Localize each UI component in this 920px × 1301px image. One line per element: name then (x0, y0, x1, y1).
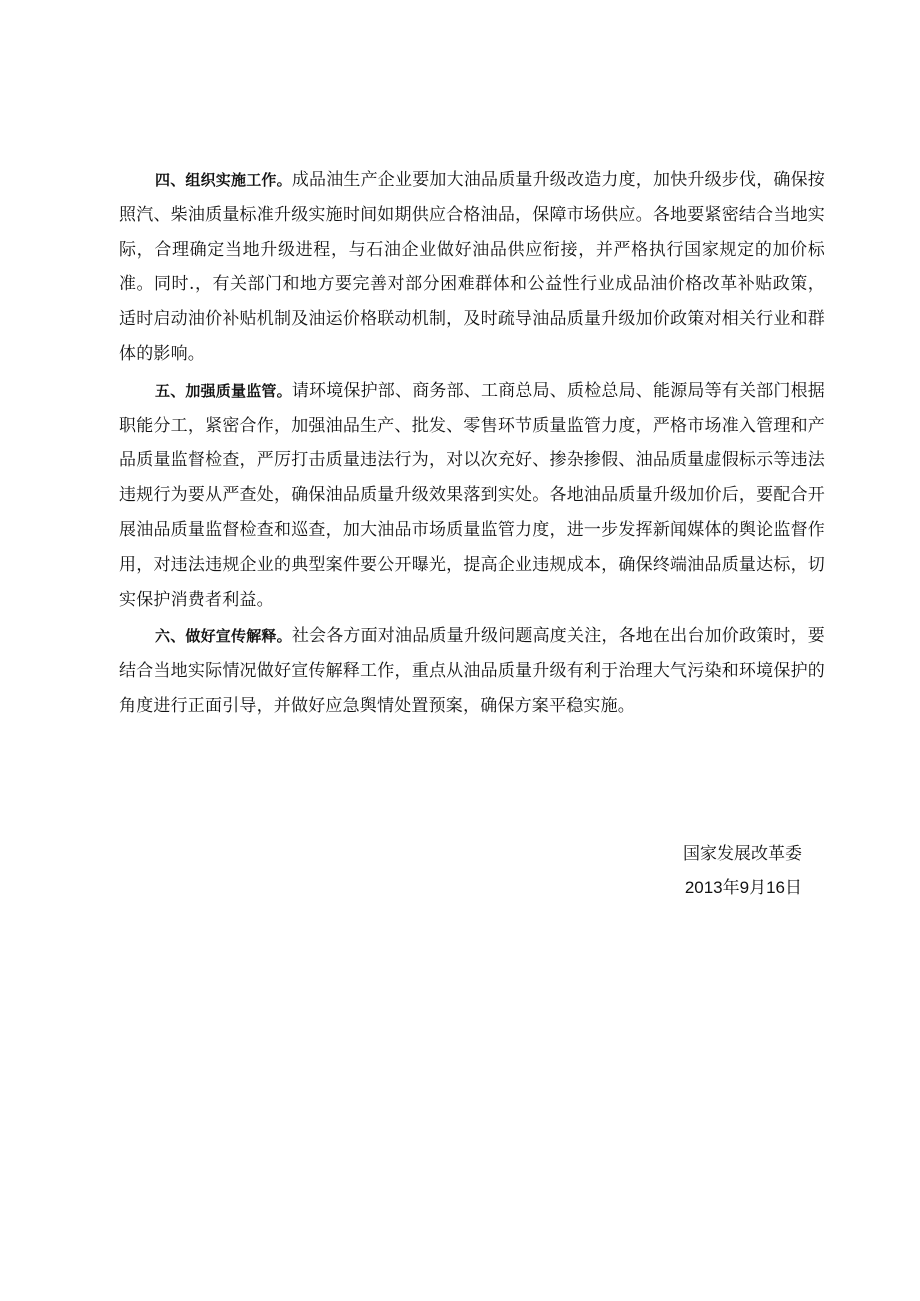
issue-date: 2013年9月16日 (684, 878, 802, 897)
section-five-heading: 五、加强质量监管。 (155, 381, 292, 400)
section-six-heading: 六、做好宣传解释。 (155, 627, 292, 646)
section-four-text: 成品油生产企业要加大油品质量升级改造力度，加快升级步伐，确保按照汽、柴油质量标准升级实施时间如期供应合格油品，保障市场供应。各地要紧密结合当地实际，合理确定当地升级进程，与石油企业做好油品供应衔接，并严格执行国家规定的加价标准。同时.，有关部门和地方要完善对部分困难群体和公益性行业成品油价格改革补贴政策，适时启动油价补贴机制及油运价格联动机制，及时疏导油品质量升级加价政策对相关行业和群体的影响。 (119, 170, 826, 364)
section-five (119, 374, 825, 618)
section-six-text: 社会各方面对油品质量升级问题高度关注，各地在出台加价政策时，要结合当地实际情况做好宣传解释工作，重点从油品质量升级有利于治理大气污染和环境保护的角度进行正面引导，并做好应急舆情处置预案，确保方案平稳实施。 (119, 626, 826, 716)
section-five-text: 请环境保护部、商务部、工商总局、质检总局、能源局等有关部门根据职能分工，紧密合作，加强油品生产、批发、零售环节质量监管力度，严格市场准入管理和产品质量监督检查，严厉打击质量违法行为，对以次充好、掺杂掺假、油品质量虚假标示等违法违规行为要从严查处，确保油品质量升级效果落到实处。各地油品质量升级加价后，要配合开展油品质量监督检查和巡查，加大油品市场质量监管力度，进一步发挥新闻媒体的舆论监督作用，对违法违规企业的典型案件要公开曝光，提高企业违规成本，确保终端油品质量达标，切实保护消费者利益。 (119, 380, 826, 610)
section-four-heading: 四、组织实施工作。 (155, 171, 292, 189)
issuer-name: 国家发展改革委 (683, 844, 802, 864)
signature-block (683, 837, 802, 905)
document-body (119, 163, 825, 726)
section-six (119, 619, 825, 723)
section-four (119, 163, 825, 372)
